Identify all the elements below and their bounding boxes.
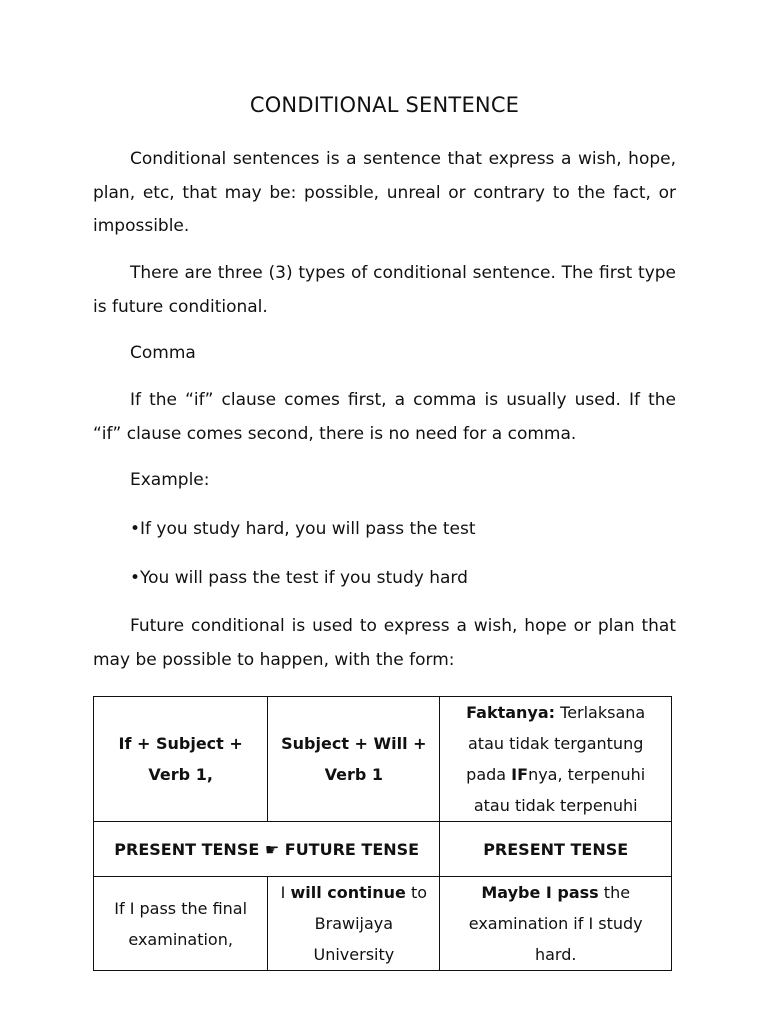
formula-main-clause-cell: Subject + Will + Verb 1 xyxy=(268,697,440,822)
example-main-clause-cell xyxy=(268,877,440,971)
example-fact-cell xyxy=(440,877,672,971)
table-row xyxy=(94,877,672,971)
example-label: Example: xyxy=(130,470,210,490)
intro-paragraph: Conditional sentences is a sentence that express a wish, hope, plan, etc, that may be: possible, unreal or contrary to the fact, or impossible. xyxy=(93,149,676,236)
types-paragraph: There are three (3) types of conditional sentence. The first type is future conditional. xyxy=(93,263,676,317)
conditional-form-table xyxy=(93,696,672,971)
table-row xyxy=(94,822,672,877)
page-title: CONDITIONAL SENTENCE xyxy=(249,93,520,117)
example-main-bold: will continue xyxy=(290,883,406,902)
formula-if-clause-cell: If + Subject + Verb 1, xyxy=(94,697,268,822)
example-fact-bold: Maybe I pass xyxy=(481,883,599,902)
fact-text-a: Terlaksana atau tidak tergantung pada xyxy=(466,703,646,784)
example-main-post: to Brawijaya University xyxy=(313,883,428,964)
example-bullet-1: •If you study hard, you will pass the test xyxy=(130,519,476,539)
fact-text-b: nya, terpenuhi atau tidak terpenuhi xyxy=(473,765,646,815)
example-if-clause-cell: If I pass the final examination, xyxy=(94,877,268,971)
example-main-pre: I xyxy=(280,883,291,902)
tense-combination-cell: PRESENT TENSE ☛ FUTURE TENSE xyxy=(94,822,440,877)
fact-note-cell xyxy=(440,697,672,822)
comma-paragraph: If the “if” clause comes first, a comma is usually used. If the “if” clause comes second, there is no need for a comma. xyxy=(93,390,676,444)
table-row xyxy=(94,697,672,822)
present-tense-cell: PRESENT TENSE xyxy=(440,822,672,877)
comma-heading: Comma xyxy=(130,343,196,363)
fact-label: Faktanya: xyxy=(466,703,556,722)
fact-if-label: IF xyxy=(511,765,529,784)
example-bullet-2: •You will pass the test if you study hard xyxy=(130,568,468,588)
future-conditional-paragraph: Future conditional is used to express a wish, hope or plan that may be possible to happen, with the form: xyxy=(93,616,676,670)
example-fact-post: the examination if I study hard. xyxy=(468,883,643,964)
